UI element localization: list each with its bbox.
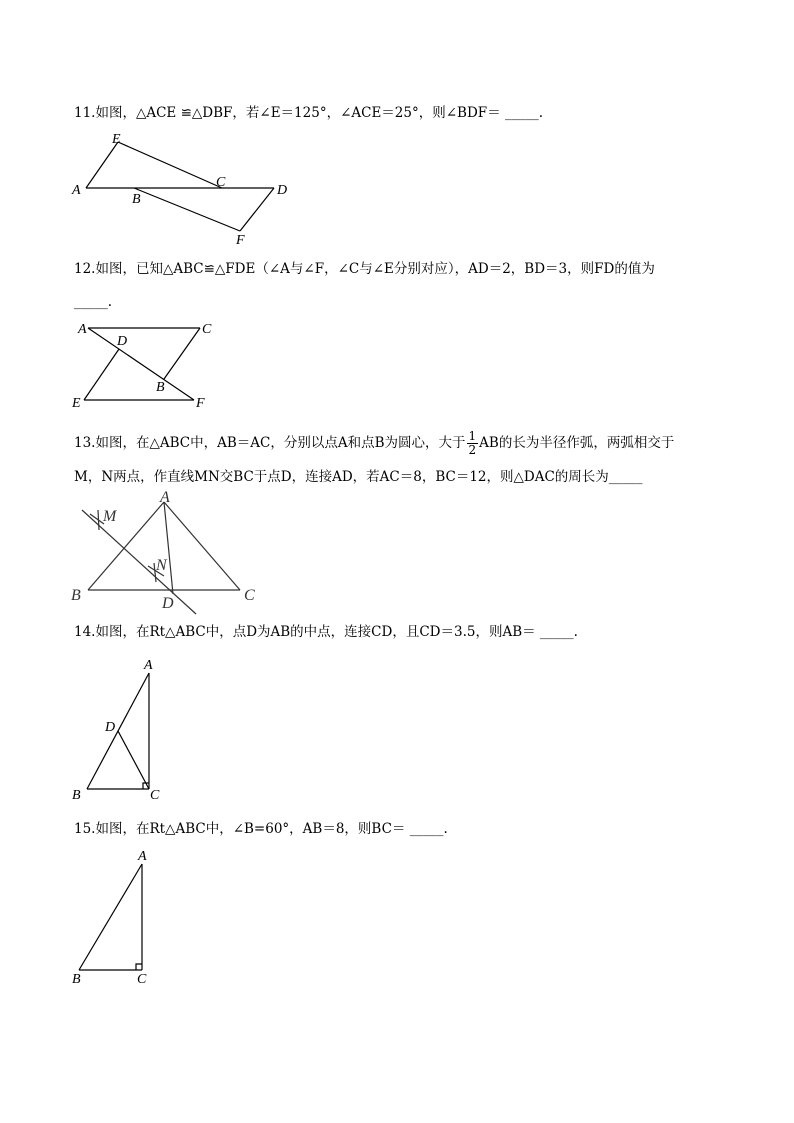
segment-BA	[79, 864, 142, 970]
label-C: C	[137, 972, 147, 987]
question-12-line-2: _____.	[74, 294, 113, 310]
label-D: D	[162, 595, 174, 612]
segment-BF	[134, 188, 240, 231]
label-B: B	[132, 192, 141, 207]
label-M: M	[103, 508, 117, 525]
label-F: F	[236, 233, 245, 248]
fraction-denominator: 2	[468, 443, 477, 457]
figure-14-right-triangle-median	[70, 655, 170, 805]
label-D: D	[105, 720, 116, 735]
segment-DF	[240, 188, 274, 231]
question-13-text-end: AB的长为半径作弧，两弧相交于	[479, 435, 675, 451]
label-C: C	[216, 175, 226, 190]
question-13-text-start: 13.如图，在△ABC中，AB＝AC，分别以点A和点B为圆心，大于	[74, 435, 466, 451]
label-N: N	[156, 557, 167, 574]
label-E: E	[112, 132, 121, 147]
label-A: A	[78, 322, 87, 337]
label-A: A	[138, 849, 147, 864]
label-A: A	[72, 183, 81, 198]
segment-BA	[88, 502, 164, 590]
segment-ED	[84, 349, 119, 400]
question-13-line-1	[74, 430, 674, 457]
segment-CB	[164, 328, 200, 379]
figure-13-perpendicular-bisector	[68, 490, 268, 614]
question-12-line-1: 12.如图，已知△ABC≌△FDE（∠A与∠F，∠C与∠E分别对应），AD＝2，BD＝3，则FD的值为	[74, 261, 655, 277]
segment-AC	[164, 502, 240, 590]
segment-EC	[118, 142, 222, 188]
figure-12-congruent-triangles	[70, 318, 220, 412]
label-B: B	[156, 380, 165, 395]
figure-11-congruent-triangles	[70, 128, 300, 250]
label-D: D	[277, 183, 288, 198]
fraction-numerator: 1	[468, 429, 477, 443]
arc-mark-M-2	[98, 510, 99, 530]
label-E: E	[72, 396, 81, 411]
label-C: C	[202, 322, 212, 337]
segment-AD	[164, 502, 173, 594]
label-C: C	[244, 587, 255, 604]
label-C: C	[150, 788, 160, 803]
label-A: A	[160, 489, 170, 506]
question-13-line-2: M，N两点，作直线MN交BC于点D，连接AD，若AC＝8，BC＝12，则△DAC的周长为_____	[74, 469, 643, 485]
question-15-text: 15.如图，在Rt△ABC中，∠B=60°，AB＝8，则BC＝ _____.	[74, 821, 448, 837]
figure-15-right-triangle	[68, 846, 168, 992]
question-11-text: 11.如图，△ACE ≌△DBF，若∠E＝125°，∠ACE＝25°，则∠BDF＝ _____.	[74, 105, 543, 121]
segment-AE	[86, 142, 118, 188]
label-B: B	[71, 587, 81, 604]
label-A: A	[144, 658, 153, 673]
label-B: B	[72, 972, 81, 987]
label-B: B	[72, 788, 81, 803]
label-D: D	[117, 334, 128, 349]
segment-AF	[88, 328, 194, 400]
label-F: F	[196, 396, 205, 411]
fraction-one-half	[467, 430, 479, 457]
right-angle-mark	[136, 964, 142, 970]
segment-DC	[118, 731, 149, 789]
question-14-text: 14.如图，在Rt△ABC中，点D为AB的中点，连接CD，且CD＝3.5，则AB＝ _____.	[74, 624, 578, 640]
